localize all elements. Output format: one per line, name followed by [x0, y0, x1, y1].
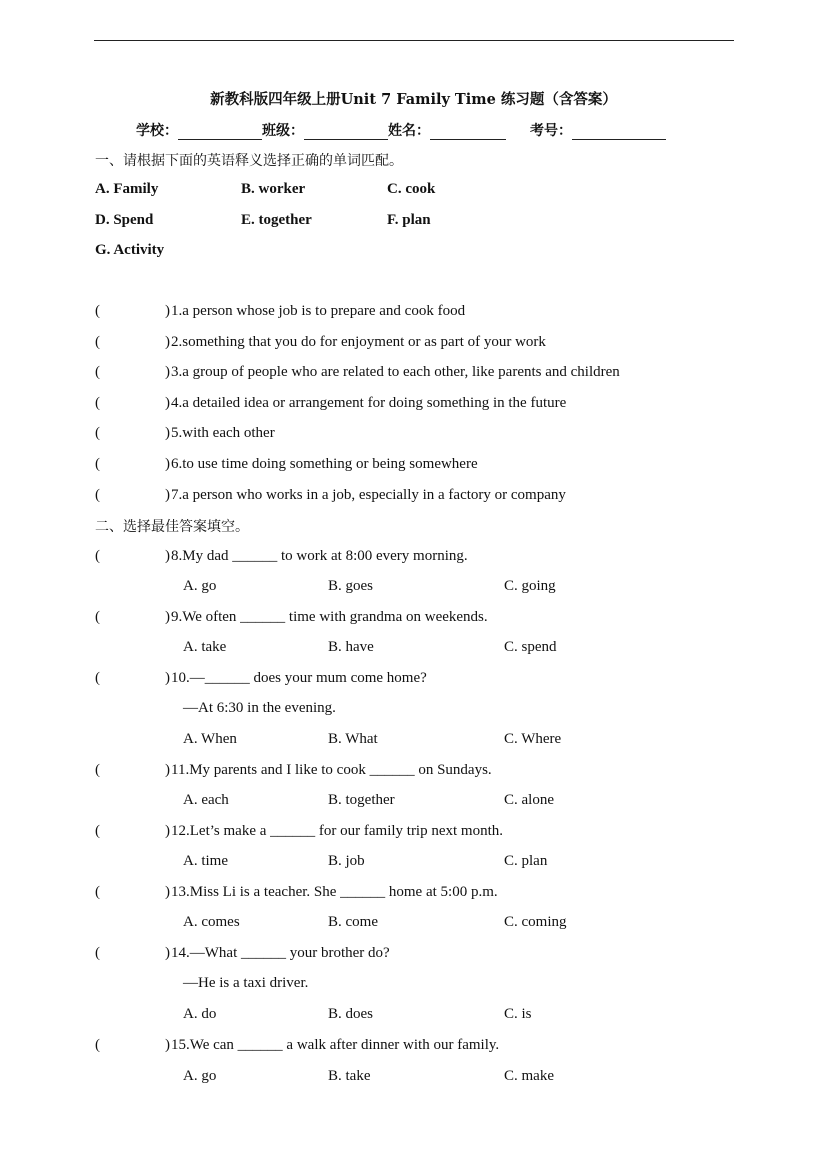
answer-paren-open[interactable]: (	[95, 762, 100, 778]
answer-paren-close: )	[165, 334, 170, 350]
student-info-row	[136, 120, 666, 140]
answer-paren-close: )	[165, 609, 170, 625]
option-e: E. together	[241, 212, 312, 228]
answer-paren-close: )	[165, 670, 170, 686]
answer-paren-open[interactable]: (	[95, 334, 100, 350]
answer-paren-open[interactable]: (	[95, 487, 100, 503]
answer-paren-open[interactable]: (	[95, 548, 100, 564]
choice-a: A. each	[183, 792, 229, 808]
answer-paren-close: )	[165, 945, 170, 961]
choice-c: C. spend	[504, 639, 557, 655]
answer-paren-open[interactable]: (	[95, 945, 100, 961]
choice-a: A. take	[183, 639, 227, 655]
answer-paren-open[interactable]: (	[95, 395, 100, 411]
answer-paren-open[interactable]: (	[95, 670, 100, 686]
question-text: 1.a person whose job is to prepare and cook food	[171, 303, 466, 319]
header-rule	[94, 40, 734, 41]
option-d: D. Spend	[95, 212, 154, 228]
option-f: F. plan	[387, 212, 431, 228]
question-text: 4.a detailed idea or arrangement for doing something in the future	[171, 395, 567, 411]
question-text: 15.We can ______ a walk after dinner with our family.	[171, 1037, 500, 1053]
question-text: 11.My parents and I like to cook ______ on Sundays.	[171, 762, 492, 778]
exam-number-blank[interactable]	[572, 125, 666, 140]
answer-paren-open[interactable]: (	[95, 364, 100, 380]
choice-c: C. plan	[504, 853, 548, 869]
choice-b: B. goes	[328, 578, 373, 594]
class-blank[interactable]	[304, 125, 388, 140]
question-text: 8.My dad ______ to work at 8:00 every morning.	[171, 548, 468, 564]
question-text: 3.a group of people who are related to each other, like parents and children	[171, 364, 620, 380]
answer-paren-close: )	[165, 303, 170, 319]
school-label: 学校：	[136, 123, 178, 139]
question-text: 10.—______ does your mum come home?	[171, 670, 427, 686]
choice-c: C. make	[504, 1068, 554, 1084]
section2-heading: 二、选择最佳答案填空。	[95, 519, 249, 535]
answer-paren-open[interactable]: (	[95, 1037, 100, 1053]
option-a: A. Family	[95, 181, 159, 197]
answer-paren-close: )	[165, 395, 170, 411]
exam-number-label: 考号：	[530, 123, 572, 139]
answer-paren-open[interactable]: (	[95, 425, 100, 441]
page-title: 新教科版四年级上册Unit 7 Family Time 练习题（含答案）	[210, 91, 617, 108]
question-text: 5.with each other	[171, 425, 275, 441]
section1-heading: 一、请根据下面的英语释义选择正确的单词匹配。	[95, 153, 403, 169]
answer-paren-open[interactable]: (	[95, 884, 100, 900]
choice-b: B. have	[328, 639, 374, 655]
choice-c: C. coming	[504, 914, 567, 930]
name-blank[interactable]	[430, 125, 506, 140]
answer-paren-close: )	[165, 1037, 170, 1053]
option-c: C. cook	[387, 181, 436, 197]
question-text: 14.—What ______ your brother do?	[171, 945, 390, 961]
answer-paren-close: )	[165, 487, 170, 503]
choice-a: A. go	[183, 1068, 217, 1084]
answer-paren-close: )	[165, 884, 170, 900]
answer-paren-close: )	[165, 823, 170, 839]
school-blank[interactable]	[178, 125, 262, 140]
answer-paren-close: )	[165, 425, 170, 441]
choice-c: C. is	[504, 1006, 532, 1022]
question-text: 13.Miss Li is a teacher. She ______ home at 5:00 p.m.	[171, 884, 498, 900]
answer-paren-close: )	[165, 762, 170, 778]
choice-a: A. go	[183, 578, 217, 594]
question-text: 6.to use time doing something or being somewhere	[171, 456, 478, 472]
class-label: 班级：	[262, 123, 304, 139]
answer-paren-open[interactable]: (	[95, 303, 100, 319]
answer-paren-open[interactable]: (	[95, 823, 100, 839]
question-text: 2.something that you do for enjoyment or as part of your work	[171, 334, 546, 350]
answer-paren-close: )	[165, 456, 170, 472]
choice-b: B. come	[328, 914, 378, 930]
answer-paren-close: )	[165, 364, 170, 380]
question-text: 9.We often ______ time with grandma on weekends.	[171, 609, 488, 625]
option-b: B. worker	[241, 181, 306, 197]
choice-c: C. alone	[504, 792, 554, 808]
answer-paren-open[interactable]: (	[95, 456, 100, 472]
question-text: 7.a person who works in a job, especially in a factory or company	[171, 487, 566, 503]
choice-b: B. together	[328, 792, 395, 808]
choice-b: B. take	[328, 1068, 371, 1084]
choice-b: B. What	[328, 731, 378, 747]
answer-paren-close: )	[165, 548, 170, 564]
choice-c: C. going	[504, 578, 556, 594]
question-text: 12.Let’s make a ______ for our family trip next month.	[171, 823, 504, 839]
choice-b: B. does	[328, 1006, 373, 1022]
choice-a: A. do	[183, 1006, 217, 1022]
option-g: G. Activity	[95, 242, 165, 258]
choice-b: B. job	[328, 853, 365, 869]
dialogue-reply: —At 6:30 in the evening.	[183, 700, 336, 716]
choice-a: A. When	[183, 731, 237, 747]
choice-a: A. comes	[183, 914, 240, 930]
dialogue-reply: —He is a taxi driver.	[183, 975, 309, 991]
choice-a: A. time	[183, 853, 228, 869]
choice-c: C. Where	[504, 731, 562, 747]
answer-paren-open[interactable]: (	[95, 609, 100, 625]
name-label: 姓名：	[388, 123, 430, 139]
